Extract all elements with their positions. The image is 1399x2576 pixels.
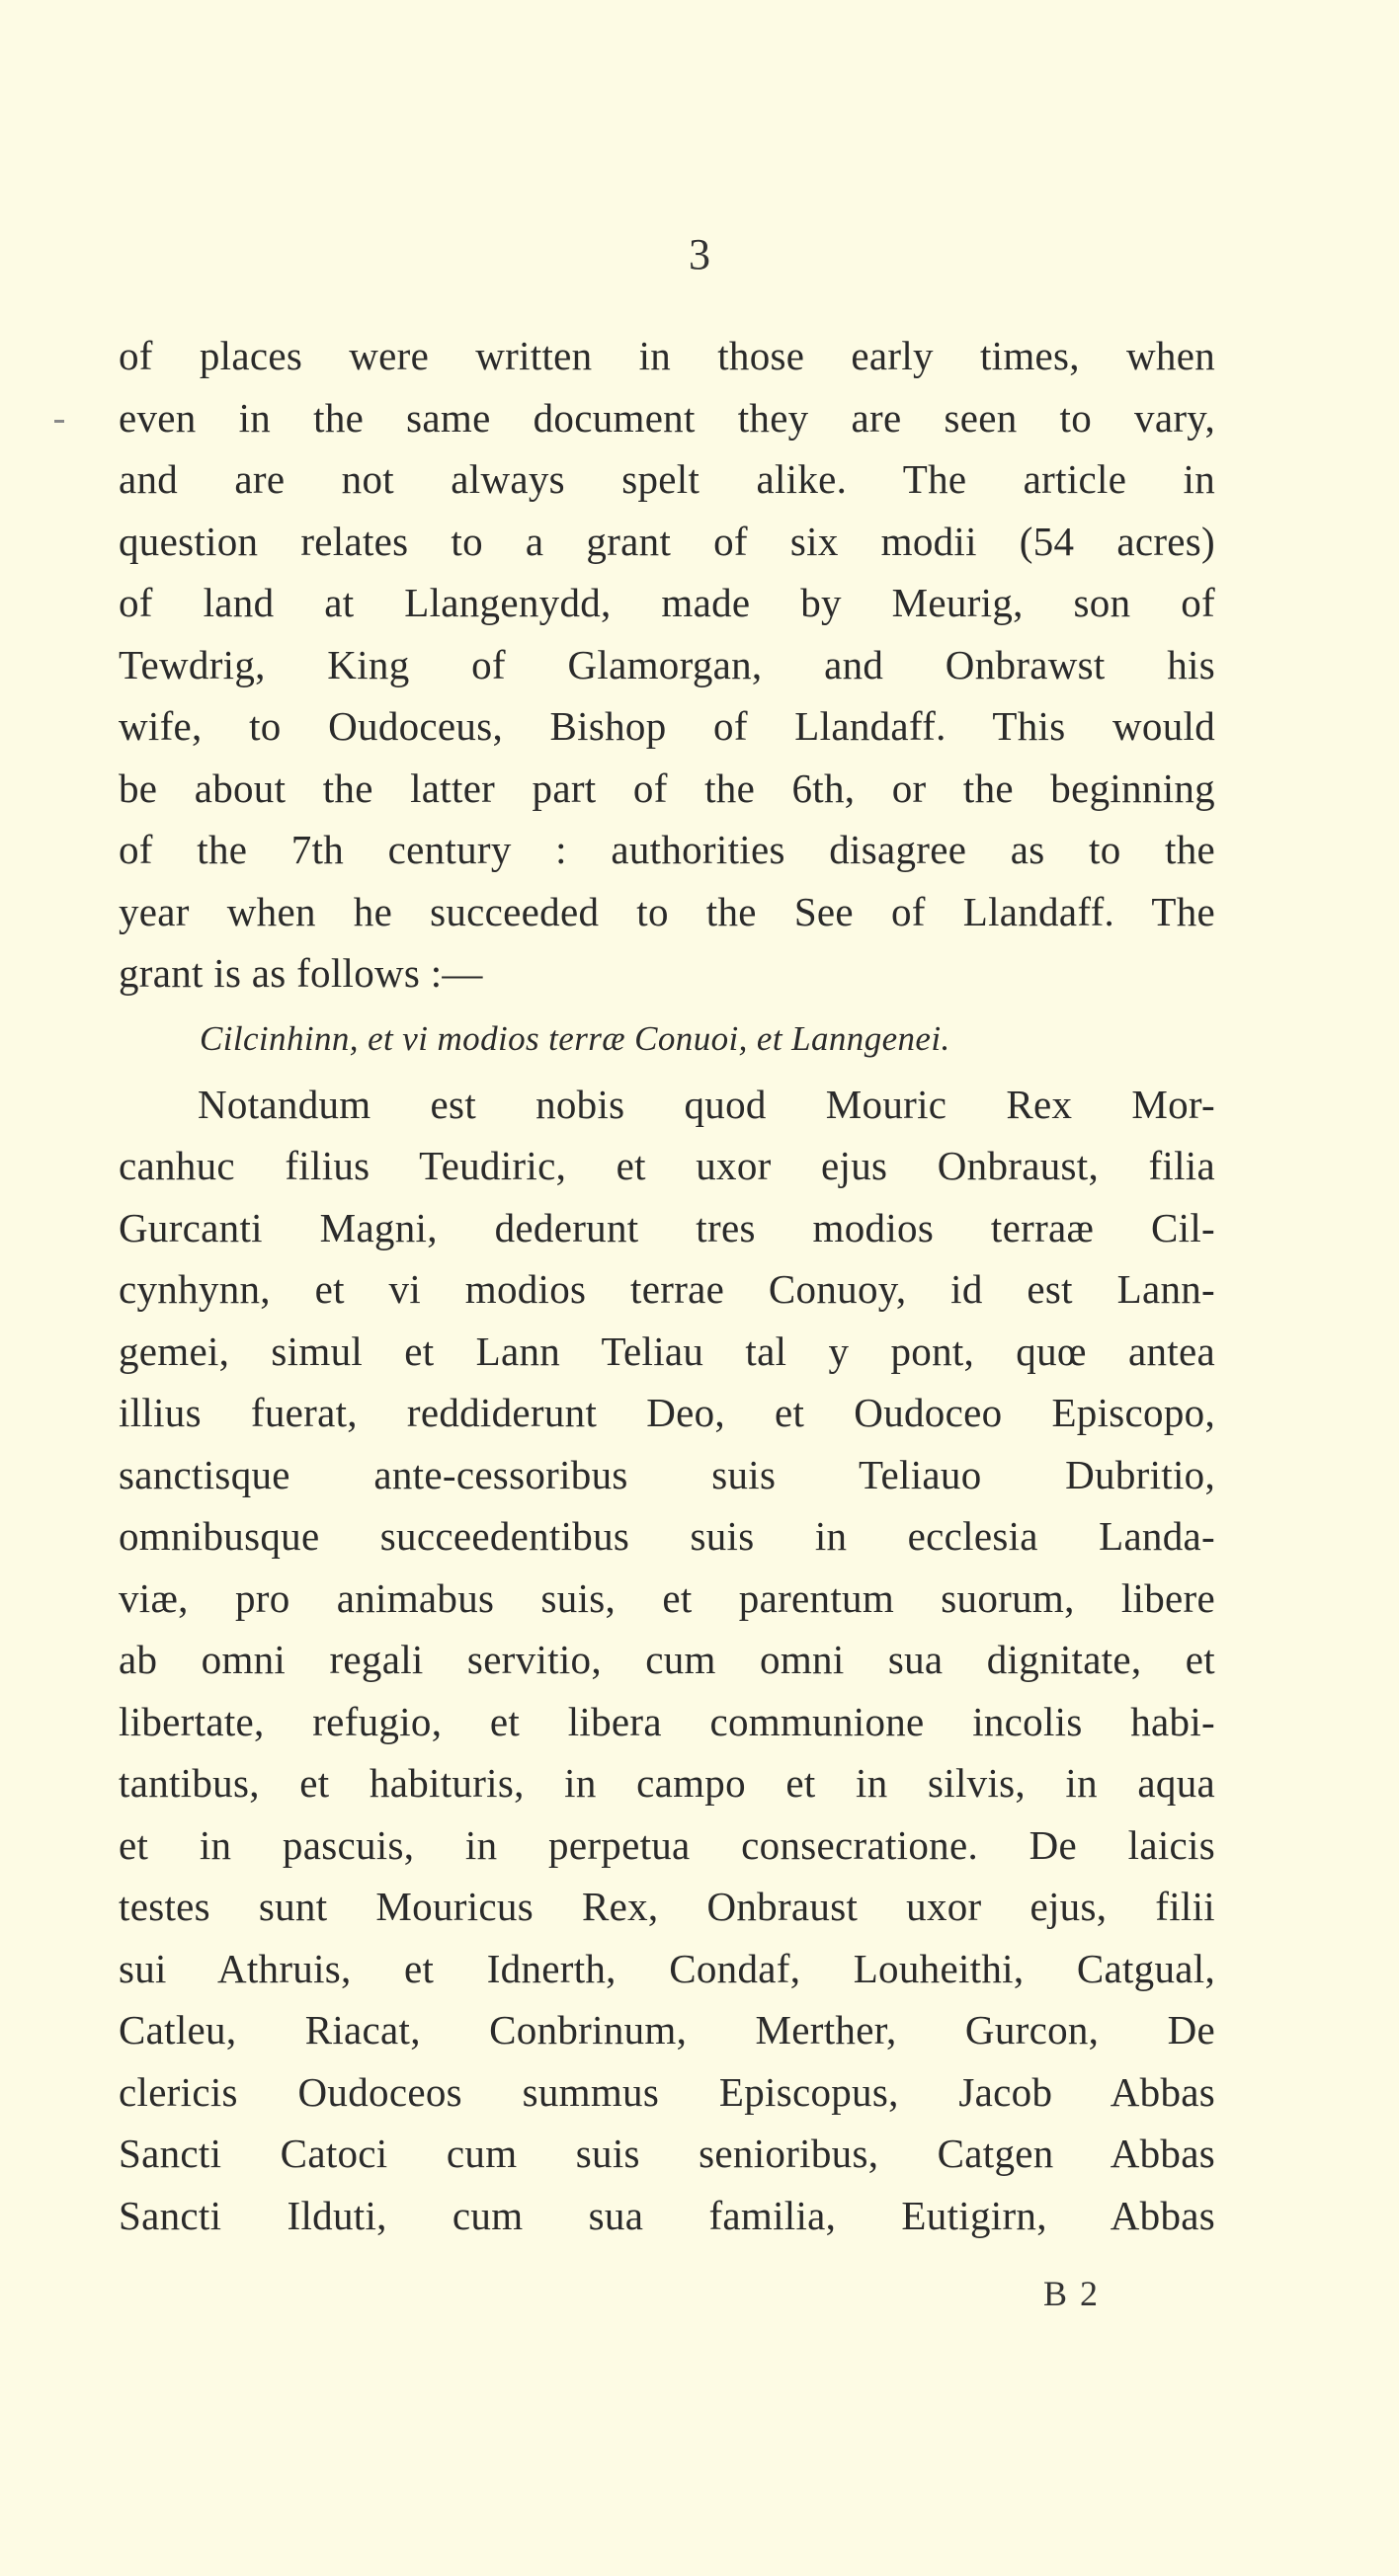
grant-heading: Cilcinhinn, et vi modios terræ Conuoi, et Lanngenei. (200, 1018, 950, 1058)
text-line: of the 7th century : authorities disagree as to the (119, 827, 1215, 872)
text-line: of land at Llangenydd, made by Meurig, son of (119, 580, 1215, 625)
text-line: Tewdrig, King of Glamorgan, and Onbrawst his (119, 641, 1215, 687)
text-line: gemei, simul et Lann Teliau tal y pont, quœ antea (119, 1328, 1215, 1374)
text-line: illius fuerat, reddiderunt Deo, et Oudoceo Episcopo, (119, 1390, 1215, 1435)
text-line: testes sunt Mouricus Rex, Onbraust uxor ejus, filii (119, 1884, 1215, 1929)
text-line: Notandum est nobis quod Mouric Rex Mor- (198, 1081, 1215, 1127)
text-line: and are not always spelt alike. The article in (119, 456, 1215, 502)
paragraph-latin (119, 1074, 1215, 2247)
text-line: Catleu, Riacat, Conbrinum, Merther, Gurcon, De (119, 2007, 1215, 2053)
text-line: sanctisque ante-cessoribus suis Teliauo Dubritio, (119, 1451, 1215, 1497)
text-line: be about the latter part of the 6th, or the beginning (119, 765, 1215, 811)
text-line: even in the same document they are seen to vary, (119, 394, 1215, 441)
text-line: sui Athruis, et Idnerth, Condaf, Louheithi, Catgual, (119, 1945, 1215, 1991)
text-line: Sancti Ilduti, cum sua familia, Eutigirn, Abbas (119, 2192, 1215, 2238)
text-line: Gurcanti Magni, dederunt tres modios terraæ Cil- (119, 1204, 1215, 1250)
text-line: canhuc filius Teudiric, et uxor ejus Onbraust, filia (119, 1143, 1215, 1188)
page-number: 3 (689, 230, 710, 279)
signature-mark: B 2 (1043, 2274, 1101, 2313)
text-line: wife, to Oudoceus, Bishop of Llandaff. This would (119, 703, 1215, 749)
text-line: et in pascuis, in perpetua consecratione. De laicis (119, 1821, 1215, 1868)
text-line: ab omni regali servitio, cum omni sua dignitate, et (119, 1637, 1215, 1682)
text-line: year when he succeeded to the See of Llandaff. The (119, 888, 1215, 934)
text-line: viæ, pro animabus suis, et parentum suorum, libere (119, 1574, 1215, 1621)
text-line: of places were written in those early times, when (119, 333, 1215, 378)
text-line: Sancti Catoci cum suis senioribus, Catgen Abbas (119, 2131, 1215, 2176)
text-line: clericis Oudoceos summus Episcopus, Jacob Abbas (119, 2068, 1215, 2115)
text-line: tantibus, et habituris, in campo et in silvis, in aqua (119, 1760, 1215, 1806)
text-line: grant is as follows :— (119, 950, 483, 996)
text-line: libertate, refugio, et libera communione incolis habi- (119, 1698, 1215, 1744)
text-line: cynhynn, et vi modios terrae Conuoy, id est Lann- (119, 1266, 1215, 1312)
body-text (119, 325, 1215, 2246)
text-line: question relates to a grant of six modii (54 acres) (119, 518, 1215, 564)
margin-mark (54, 420, 64, 423)
text-line: omnibusque succeedentibus suis in ecclesia Landa- (119, 1513, 1215, 1559)
paragraph-english (119, 325, 1215, 1005)
